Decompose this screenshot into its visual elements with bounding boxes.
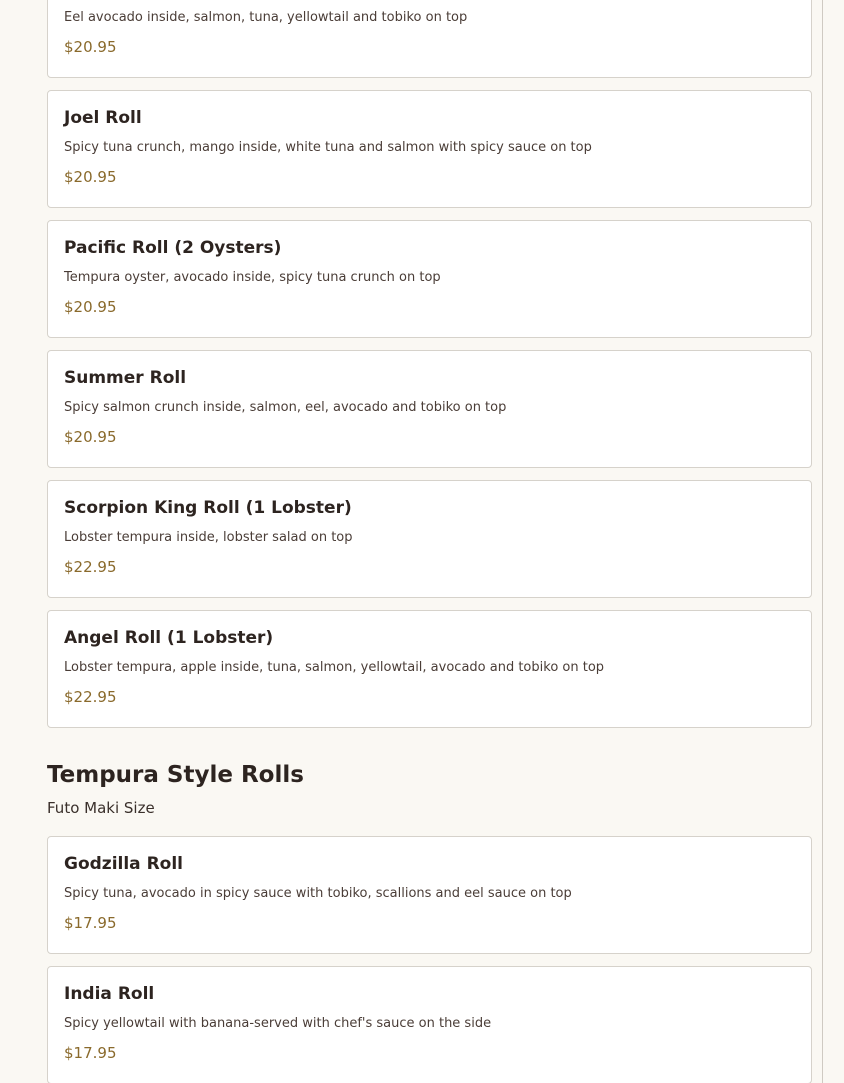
menu-item-card[interactable] — [47, 90, 812, 208]
menu-item-card[interactable] — [47, 836, 812, 954]
menu-item-description: Lobster tempura, apple inside, tuna, salmon, yellowtail, avocado and tobiko on top — [64, 660, 605, 675]
menu-item-card[interactable] — [47, 610, 812, 728]
menu-item-description: Lobster tempura inside, lobster salad on top — [64, 530, 353, 545]
menu-item-card[interactable] — [47, 350, 812, 468]
menu-item-name: Joel Roll — [64, 108, 142, 128]
menu-item-card[interactable] — [47, 480, 812, 598]
menu-item-price: $20.95 — [64, 428, 117, 446]
menu-item-name: Angel Roll (1 Lobster) — [64, 628, 274, 648]
menu-item-card[interactable] — [47, 220, 812, 338]
menu-item-name: Scorpion King Roll (1 Lobster) — [64, 498, 352, 518]
menu-item-price: $17.95 — [64, 1044, 117, 1062]
menu-item-price: $17.95 — [64, 914, 117, 932]
menu-item-price: $22.95 — [64, 688, 117, 706]
section-header — [47, 760, 812, 818]
page-right-divider — [822, 0, 823, 1083]
menu-item-description: Spicy yellowtail with banana-served with chef's sauce on the side — [64, 1016, 492, 1031]
menu-item-card[interactable] — [47, 0, 812, 78]
menu-item-description: Eel avocado inside, salmon, tuna, yellowtail and tobiko on top — [64, 10, 468, 25]
section-title: Tempura Style Rolls — [47, 762, 304, 788]
menu-item-name: Summer Roll — [64, 368, 187, 388]
menu-item-name: Godzilla Roll — [64, 854, 183, 874]
menu-content — [47, 0, 812, 1083]
menu-item-name: Pacific Roll (2 Oysters) — [64, 238, 282, 258]
menu-item-price: $22.95 — [64, 558, 117, 576]
menu-item-description: Spicy tuna, avocado in spicy sauce with tobiko, scallions and eel sauce on top — [64, 886, 572, 901]
menu-item-card[interactable] — [47, 966, 812, 1083]
section-subtitle: Futo Maki Size — [47, 799, 155, 817]
menu-item-name: India Roll — [64, 984, 155, 1004]
menu-item-description: Spicy tuna crunch, mango inside, white tuna and salmon with spicy sauce on top — [64, 140, 592, 155]
menu-item-price: $20.95 — [64, 38, 117, 56]
menu-item-price: $20.95 — [64, 298, 117, 316]
menu-item-description: Tempura oyster, avocado inside, spicy tuna crunch on top — [64, 270, 441, 285]
menu-item-description: Spicy salmon crunch inside, salmon, eel, avocado and tobiko on top — [64, 400, 507, 415]
menu-item-price: $20.95 — [64, 168, 117, 186]
